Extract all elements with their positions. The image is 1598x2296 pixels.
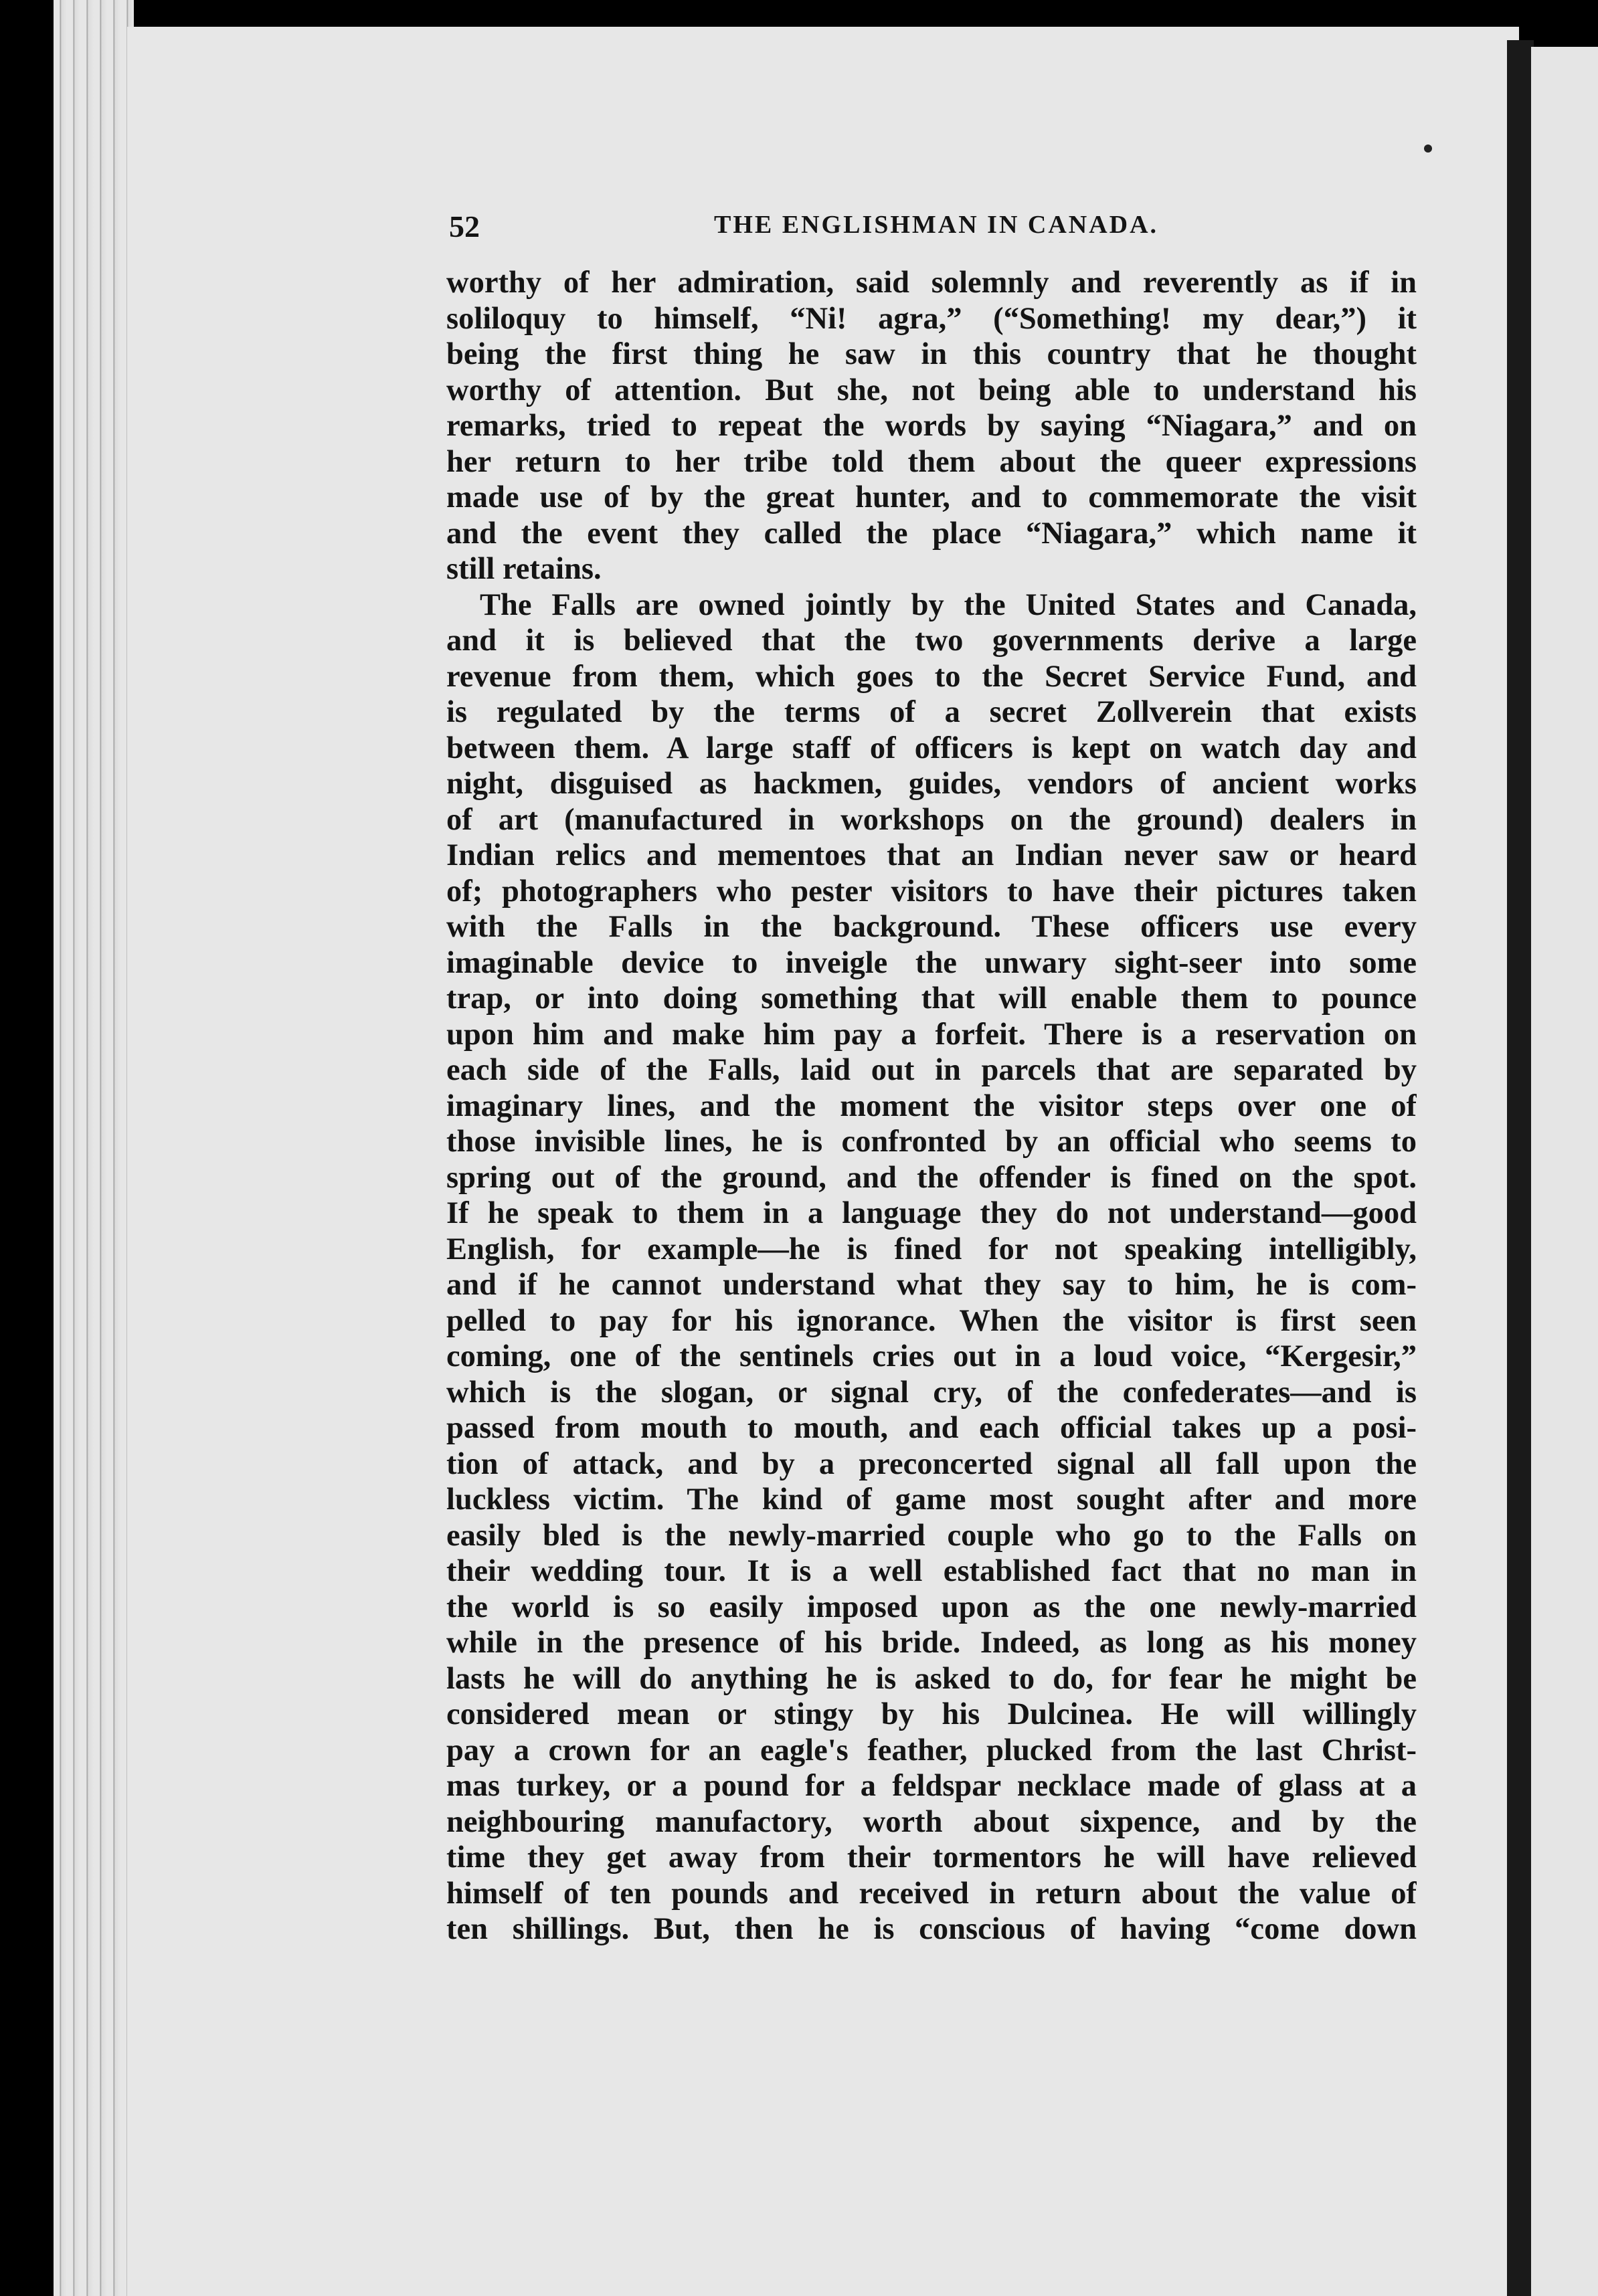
text-line: while in the presence of his bride. Indeed, as long as his money bbox=[446, 1626, 1417, 1660]
text-line: and if he cannot understand what they say to him, he is com- bbox=[446, 1268, 1417, 1302]
running-title: THE ENGLISHMAN IN CANADA. bbox=[714, 211, 1159, 239]
text-line: her return to her tribe told them about the queer expressions bbox=[446, 444, 1417, 479]
text-line: tion of attack, and by a preconcerted signal all fall upon the bbox=[446, 1446, 1417, 1481]
text-line: time they get away from their tormentors he will have relieved bbox=[446, 1840, 1417, 1875]
text-line: and the event they called the place “Niagara,” which name it bbox=[446, 516, 1417, 551]
text-line: English, for example—he is fined for not speaking intelligibly, bbox=[446, 1232, 1417, 1266]
page-header bbox=[446, 201, 1417, 248]
text-line: imaginable device to inveigle the unwary sight-seer into some bbox=[446, 945, 1417, 980]
text-line: considered mean or stingy by his Dulcinea. He will willingly bbox=[446, 1697, 1417, 1731]
text-line: If he speak to them in a language they do not understand—good bbox=[446, 1196, 1417, 1230]
text-line: upon him and make him pay a forfeit. There is a reservation on bbox=[446, 1017, 1417, 1052]
body-text bbox=[446, 265, 1417, 1947]
text-line: spring out of the ground, and the offender is fined on the spot. bbox=[446, 1160, 1417, 1195]
text-line: soliloquy to himself, “Ni! agra,” (“Something! my dear,”) it bbox=[446, 301, 1417, 336]
text-line: each side of the Falls, laid out in parcels that are separated by bbox=[446, 1053, 1417, 1087]
text-line: and it is believed that the two governments derive a large bbox=[446, 624, 1417, 658]
text-line: remarks, tried to repeat the words by saying “Niagara,” and on bbox=[446, 409, 1417, 443]
text-line: of; photographers who pester visitors to have their pictures taken bbox=[446, 874, 1417, 908]
text-line: with the Falls in the background. These officers use every bbox=[446, 910, 1417, 944]
text-line: mas turkey, or a pound for a feldspar necklace made of glass at a bbox=[446, 1769, 1417, 1803]
text-line: neighbouring manufactory, worth about sixpence, and by the bbox=[446, 1804, 1417, 1839]
book-gutter bbox=[1507, 40, 1534, 2296]
facing-page-edge bbox=[1531, 47, 1598, 2296]
text-line: worthy of attention. But she, not being able to understand his bbox=[446, 373, 1417, 407]
text-line: which is the slogan, or signal cry, of the confederates—and is bbox=[446, 1375, 1417, 1410]
page-text-block bbox=[446, 201, 1417, 1947]
text-line: luckless victim. The kind of game most sought after and more bbox=[446, 1482, 1417, 1517]
text-line: between them. A large staff of officers is kept on watch day and bbox=[446, 731, 1417, 765]
text-line: being the first thing he saw in this country that he thought bbox=[446, 337, 1417, 371]
text-line: revenue from them, which goes to the Secret Service Fund, and bbox=[446, 659, 1417, 694]
page-edges bbox=[54, 0, 134, 2296]
text-line: easily bled is the newly-married couple who go to the Falls on bbox=[446, 1518, 1417, 1553]
text-line: ten shillings. But, then he is conscious of having “come down bbox=[446, 1912, 1417, 1946]
text-line: trap, or into doing something that will enable them to pounce bbox=[446, 981, 1417, 1016]
text-line: of art (manufactured in workshops on the ground) dealers in bbox=[446, 802, 1417, 837]
text-line: Indian relics and mementoes that an Indian never saw or heard bbox=[446, 838, 1417, 872]
text-line: those invisible lines, he is confronted by an official who seems to bbox=[446, 1125, 1417, 1159]
text-line: coming, one of the sentinels cries out in a loud voice, “Kergesir,” bbox=[446, 1339, 1417, 1373]
text-line: worthy of her admiration, said solemnly and reverently as if in bbox=[446, 266, 1417, 300]
speck-mark bbox=[1424, 145, 1432, 153]
text-line: imaginary lines, and the moment the visitor steps over one of bbox=[446, 1088, 1417, 1123]
text-line: pelled to pay for his ignorance. When the visitor is first seen bbox=[446, 1303, 1417, 1338]
text-line: is regulated by the terms of a secret Zollverein that exists bbox=[446, 695, 1417, 729]
text-line: their wedding tour. It is a well established fact that no man in bbox=[446, 1554, 1417, 1588]
text-line: passed from mouth to mouth, and each official takes up a posi- bbox=[446, 1411, 1417, 1445]
text-line: himself of ten pounds and received in return about the value of bbox=[446, 1876, 1417, 1911]
text-line: The Falls are owned jointly by the United States and Canada, bbox=[480, 587, 1417, 622]
text-line: lasts he will do anything he is asked to do, for fear he might be bbox=[446, 1661, 1417, 1696]
page-number: 52 bbox=[449, 209, 480, 244]
text-line: the world is so easily imposed upon as the one newly-married bbox=[446, 1590, 1417, 1624]
text-line: pay a crown for an eagle's feather, plucked from the last Christ- bbox=[446, 1733, 1417, 1767]
text-line: made use of by the great hunter, and to commemorate the visit bbox=[446, 480, 1417, 514]
text-line: night, disguised as hackmen, guides, vendors of ancient works bbox=[446, 767, 1417, 801]
text-line: still retains. bbox=[446, 552, 602, 586]
